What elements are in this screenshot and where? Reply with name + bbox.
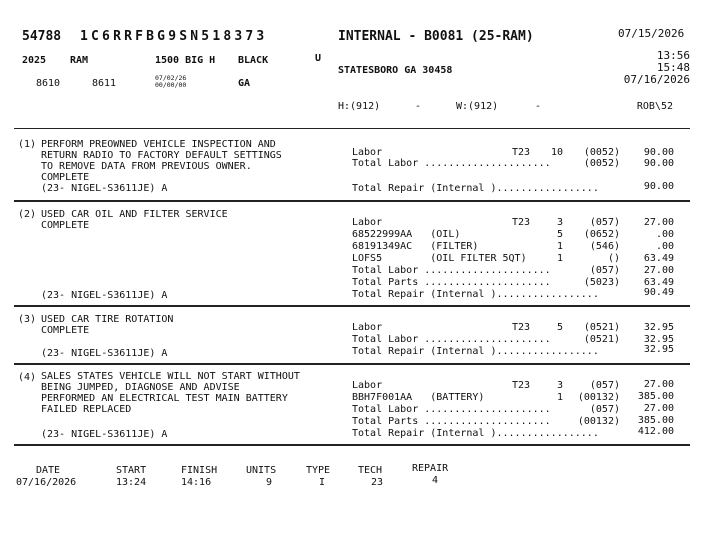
line-amount: .00 (655, 229, 674, 240)
section-desc-line: RETURN RADIO TO FACTORY DEFAULT SETTINGS (41, 150, 282, 161)
line-label: Total Repair (Internal )................. (352, 346, 599, 357)
footer-header-units: UNITS (246, 465, 277, 476)
section-number: (3) (18, 314, 37, 325)
time-in: 13:56 (656, 49, 690, 62)
line-qty: 10 (550, 147, 563, 158)
section-number: (4) (18, 372, 37, 383)
section-desc-line: TO REMOVE DATA FROM PREVIOUS OWNER. (41, 161, 252, 172)
customer-city: STATESBORO GA 30458 (338, 65, 453, 76)
line-label: Labor (352, 217, 383, 228)
line-amount: 32.95 (643, 334, 674, 345)
line-code: (057) (589, 265, 620, 276)
line-label: Labor (352, 147, 383, 158)
work-phone-dash: - (535, 101, 542, 112)
vin: 1C6RRFBG9SN518373 (80, 29, 268, 44)
line-code: () (607, 253, 620, 264)
section-desc-line: PERFORMED AN ELECTRICAL TEST MAIN BATTERY (41, 393, 288, 404)
footer-value-finish: 14:16 (181, 477, 212, 488)
line-label: Labor (352, 322, 383, 333)
line-code: (0521) (583, 322, 620, 333)
line-amount: 385.00 (637, 415, 674, 426)
line-label: Total Labor ..................... (352, 334, 551, 345)
line-code: (057) (589, 217, 620, 228)
section-desc-line: BEING JUMPED, DIAGNOSE AND ADVISE (41, 382, 240, 393)
footer-value-start: 13:24 (116, 477, 147, 488)
section-desc-line: USED CAR TIRE ROTATION (41, 314, 174, 325)
footer-value-date: 07/16/2026 (16, 477, 77, 488)
state-code: GA (238, 78, 251, 89)
line-tech: T23 (512, 380, 531, 391)
section-desc-line: COMPLETE (41, 172, 90, 183)
small-date-2: 00/00/00 (155, 81, 187, 89)
line-amount: .00 (655, 241, 674, 252)
line-amount: 90.49 (643, 287, 674, 298)
section-desc-line: PERFORM PREOWNED VEHICLE INSPECTION AND (41, 139, 276, 150)
time-out: 15:48 (656, 61, 690, 74)
footer-value-units: 9 (266, 477, 273, 488)
footer-value-type: I (319, 477, 326, 488)
footer-header-date: DATE (36, 465, 61, 476)
vehicle-model: 1500 BIG H (155, 55, 216, 66)
line-amount: 90.00 (643, 158, 674, 169)
line-amount: 412.00 (637, 426, 674, 437)
section-divider (14, 444, 690, 446)
line-label: Total Labor ..................... (352, 158, 551, 169)
line-tech: T23 (512, 322, 531, 333)
header-divider (14, 128, 690, 129)
line-code: (546) (589, 241, 620, 252)
line-qty: 1 (556, 241, 563, 252)
vehicle-make: RAM (70, 55, 89, 66)
section-desc-line: SALES STATES VEHICLE WILL NOT START WITHOUT (41, 371, 300, 382)
line-tech: T23 (512, 217, 531, 228)
line-amount: 90.00 (643, 181, 674, 192)
line-label: Total Repair (Internal )................. (352, 289, 599, 300)
line-amount: 385.00 (637, 391, 674, 402)
section-tech: (23- NIGEL-S3611JE) A (41, 429, 168, 440)
line-amount: 63.49 (643, 277, 674, 288)
footer-value-repair: 4 (432, 475, 439, 486)
footer-header-tech: TECH (358, 465, 383, 476)
section-divider (14, 200, 690, 202)
part-line: BBH7F001AA (BATTERY) (352, 392, 485, 403)
part-line: 68191349AC (FILTER) (352, 241, 479, 252)
document-title: INTERNAL - B0081 (25-RAM) (338, 29, 534, 44)
line-code: (00132) (577, 416, 620, 427)
line-label: Total Parts ..................... (352, 416, 551, 427)
section-desc-line: COMPLETE (41, 325, 90, 336)
section-number: (1) (18, 139, 37, 150)
vehicle-code: U (315, 53, 322, 64)
line-amount: 27.00 (643, 379, 674, 390)
line-label: Total Parts ..................... (352, 277, 551, 288)
section-divider (14, 305, 690, 307)
footer-header-type: TYPE (306, 465, 331, 476)
line-code: (057) (589, 404, 620, 415)
line-code: (057) (589, 380, 620, 391)
line-qty: 1 (556, 253, 563, 264)
line-amount: 27.00 (643, 217, 674, 228)
part-line: LOFS5 (OIL FILTER 5QT) (352, 253, 527, 264)
work-phone: W:(912) (456, 101, 499, 112)
line-qty: 1 (556, 392, 563, 403)
section-number: (2) (18, 209, 37, 220)
line-amount: 27.00 (643, 265, 674, 276)
footer-header-repair: REPAIR (412, 463, 449, 474)
line-code: (0052) (583, 158, 620, 169)
line-code: (00132) (577, 392, 620, 403)
line-amount: 90.00 (643, 147, 674, 158)
footer-header-finish: FINISH (181, 465, 218, 476)
line-label: Total Repair (Internal )................. (352, 183, 599, 194)
line-label: Labor (352, 380, 383, 391)
line-amount: 27.00 (643, 403, 674, 414)
line-amount: 32.95 (643, 322, 674, 333)
line-qty: 3 (556, 217, 563, 228)
home-phone-dash: - (415, 101, 422, 112)
section-desc-line: FAILED REPLACED (41, 404, 132, 415)
line-code: (0652) (583, 229, 620, 240)
vehicle-year: 2025 (22, 55, 47, 66)
line-tech: T23 (512, 147, 531, 158)
section-tech: (23- NIGEL-S3611JE) A (41, 183, 168, 194)
line-code: (0521) (583, 334, 620, 345)
account-number-b: 8611 (92, 78, 117, 89)
advisor-code: ROB\52 (636, 101, 673, 112)
line-amount: 63.49 (643, 253, 674, 264)
section-desc-line: USED CAR OIL AND FILTER SERVICE (41, 209, 228, 220)
line-label: Total Labor ..................... (352, 404, 551, 415)
part-line: 68522999AA (OIL) (352, 229, 461, 240)
section-tech: (23- NIGEL-S3611JE) A (41, 290, 168, 301)
header-date: 07/15/2026 (618, 27, 685, 40)
line-qty: 5 (556, 229, 563, 240)
footer-value-tech: 23 (371, 477, 384, 488)
section-desc-line: COMPLETE (41, 220, 90, 231)
home-phone: H:(912) (338, 101, 381, 112)
section-divider (14, 363, 690, 365)
footer-header-start: START (116, 465, 147, 476)
line-label: Total Labor ..................... (352, 265, 551, 276)
account-number-a: 8610 (36, 78, 61, 89)
line-label: Total Repair (Internal )................. (352, 428, 599, 439)
line-qty: 3 (556, 380, 563, 391)
small-date-1: 07/02/26 (155, 74, 187, 82)
vehicle-color: BLACK (238, 55, 269, 66)
line-qty: 5 (556, 322, 563, 333)
line-code: (0052) (583, 147, 620, 158)
stock-number: 54788 (22, 29, 62, 44)
line-amount: 32.95 (643, 344, 674, 355)
promised-date: 07/16/2026 (623, 73, 690, 86)
section-tech: (23- NIGEL-S3611JE) A (41, 348, 168, 359)
line-code: (5023) (583, 277, 620, 288)
